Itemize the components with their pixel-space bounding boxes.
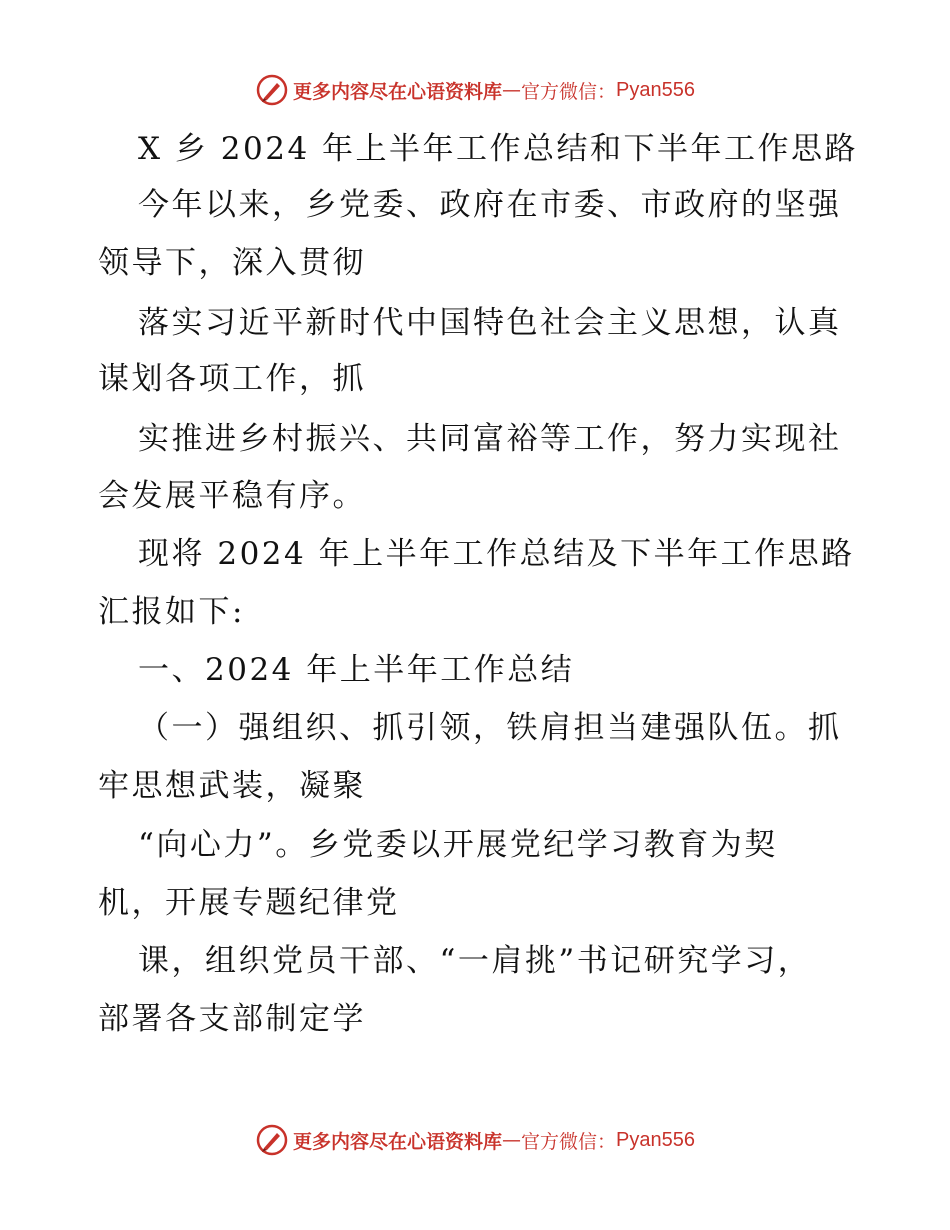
pen-logo-icon xyxy=(255,73,289,107)
banner-separator: — xyxy=(502,1129,522,1151)
body-line: 今年以来，乡党委、政府在市委、市政府的坚强 xyxy=(138,187,842,223)
body-line: “向心力”。乡党委以开展党纪学习教育为契 xyxy=(138,827,778,863)
body-line: 实推进乡村振兴、共同富裕等工作，努力实现社 xyxy=(138,421,842,457)
body-line: 谋划各项工作，抓 xyxy=(98,361,366,397)
body-line: 部署各支部制定学 xyxy=(98,1001,366,1037)
body-line: 会发展平稳有序。 xyxy=(98,478,366,514)
body-line: 牢思想武装，凝聚 xyxy=(98,768,366,804)
footer-watermark-banner xyxy=(0,1120,950,1160)
section-heading: 一、2024 年上半年工作总结 xyxy=(138,652,575,688)
body-line: 现将 2024 年上半年工作总结及下半年工作思路 xyxy=(138,536,855,572)
body-line: 汇报如下: xyxy=(98,594,245,630)
site-name-text: 更多内容尽在心语资料库 xyxy=(293,1130,503,1153)
body-line: 落实习近平新时代中国特色社会主义思想，认真 xyxy=(138,305,842,341)
header-watermark-banner xyxy=(0,70,950,110)
wechat-label: 官方微信： xyxy=(521,80,617,103)
body-line: 领导下，深入贯彻 xyxy=(98,245,366,281)
site-name-text: 更多内容尽在心语资料库 xyxy=(293,80,503,103)
body-line: 课，组织党员干部、“一肩挑”书记研究学习， xyxy=(138,943,812,979)
wechat-label: 官方微信： xyxy=(521,1130,617,1153)
pen-logo-icon xyxy=(255,1123,289,1157)
banner-separator: — xyxy=(502,79,522,101)
body-line: （一）强组织、抓引领，铁肩担当建强队伍。抓 xyxy=(138,710,842,746)
wechat-id: Pyan556 xyxy=(616,1128,695,1151)
wechat-id: Pyan556 xyxy=(616,78,695,101)
body-line: 机，开展专题纪律党 xyxy=(98,885,400,921)
document-title: X 乡 2024 年上半年工作总结和下半年工作思路 xyxy=(138,131,859,167)
